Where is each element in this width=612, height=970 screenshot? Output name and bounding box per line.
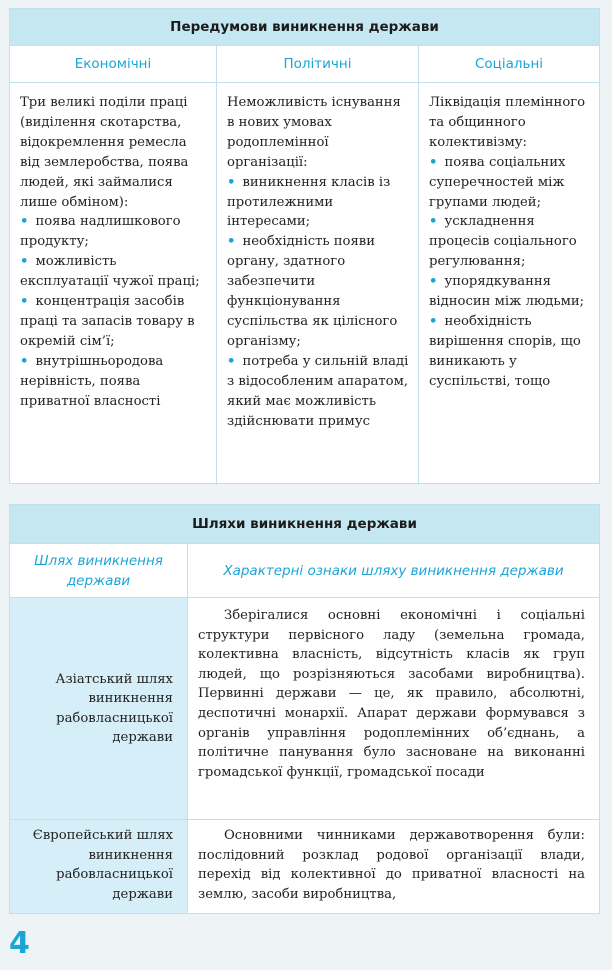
political-intro: Неможливість існування в нових умовах родоплемінної організації: (227, 95, 401, 170)
bullet-icon: • (20, 254, 29, 270)
european-path-description: Основними чинниками державотворення були: послідовний розклад родової організації влади, перехід від колективної до приватної власності на землю, засоби виробництва, (198, 828, 585, 902)
economic-header: Економічні (10, 45, 216, 83)
list-item: • виникнення класів із протилежними інтересами; (227, 174, 391, 230)
social-intro: Ліквідація племінного та общинного колективізму: (429, 95, 586, 150)
bullet-icon: • (227, 234, 236, 250)
ways-title: Шляхи виникнення держави (10, 505, 599, 543)
economic-intro: Три великі поділи праці (виділення скотарства, відокремлення ремесла від землеробства, поява людей, які займалися лише обміном): (20, 95, 189, 210)
list-item: • поява надлишкового продукту; (20, 214, 181, 250)
table-row (10, 820, 599, 913)
bullet-icon: • (429, 214, 438, 230)
list-item: • необхідність вирішення спорів, що виникають у суспільстві, тощо (429, 313, 581, 389)
political-header: Політичні (217, 45, 418, 83)
list-item: • концентрація засобів праці та запасів товару в окремій сім’ї; (20, 294, 195, 349)
prerequisites-title: Передумови виникнення держави (10, 9, 599, 45)
list-item: • поява соціальних суперечностей між групами людей; (429, 154, 566, 210)
table-row (10, 598, 599, 820)
features-column-header: Характерні ознаки шляху виникнення держави (223, 562, 564, 579)
social-column (419, 45, 599, 485)
political-column (217, 45, 419, 485)
prerequisites-table (9, 8, 600, 484)
bullet-icon: • (429, 274, 438, 290)
list-item: • можливість експлуатації чужої праці; (20, 254, 200, 290)
asian-path-description: Зберігалися основні економічні і соціальні структури первісного ладу (земельна громада, колективна власність, відсутність класів як груп людей, що розрізняються засобами виробництва). Первинні держави — це, як правило, абсолютні, деспотичні монархії. Апарат держави формувався з органів управління родоплемінних об’єднань, а політичне панування було засноване на виконанні громадської функції, громадської посади (198, 608, 585, 780)
bullet-icon: • (20, 214, 29, 230)
page-number: 4 (9, 926, 30, 961)
path-column-header: Шлях виникнення держави (10, 544, 188, 597)
bullet-icon: • (429, 154, 438, 170)
bullet-icon: • (20, 353, 29, 369)
list-item: • упорядкування відносин між людьми; (429, 274, 585, 310)
list-item: • ускладнення процесів соціального регулювання; (429, 214, 577, 270)
european-path-label: Європейський шлях виникнення рабовласницької держави (10, 820, 188, 913)
list-item: • внутрішньородова нерівність, поява приватної власності (20, 353, 164, 409)
ways-table (9, 504, 600, 914)
list-item: • потреба у сильній владі з відособленим апаратом, який має можливість здійснювати примус (227, 353, 409, 429)
bullet-icon: • (20, 294, 29, 310)
social-header: Соціальні (419, 45, 599, 83)
asian-path-label: Азіатський шлях виникнення рабовласницької держави (10, 598, 188, 819)
bullet-icon: • (227, 174, 236, 190)
bullet-icon: • (227, 353, 236, 369)
economic-column (10, 45, 217, 485)
bullet-icon: • (429, 313, 438, 329)
list-item: • необхідність появи органу, здатного забезпечити функціонування суспільства як цілісного організму; (227, 234, 398, 349)
